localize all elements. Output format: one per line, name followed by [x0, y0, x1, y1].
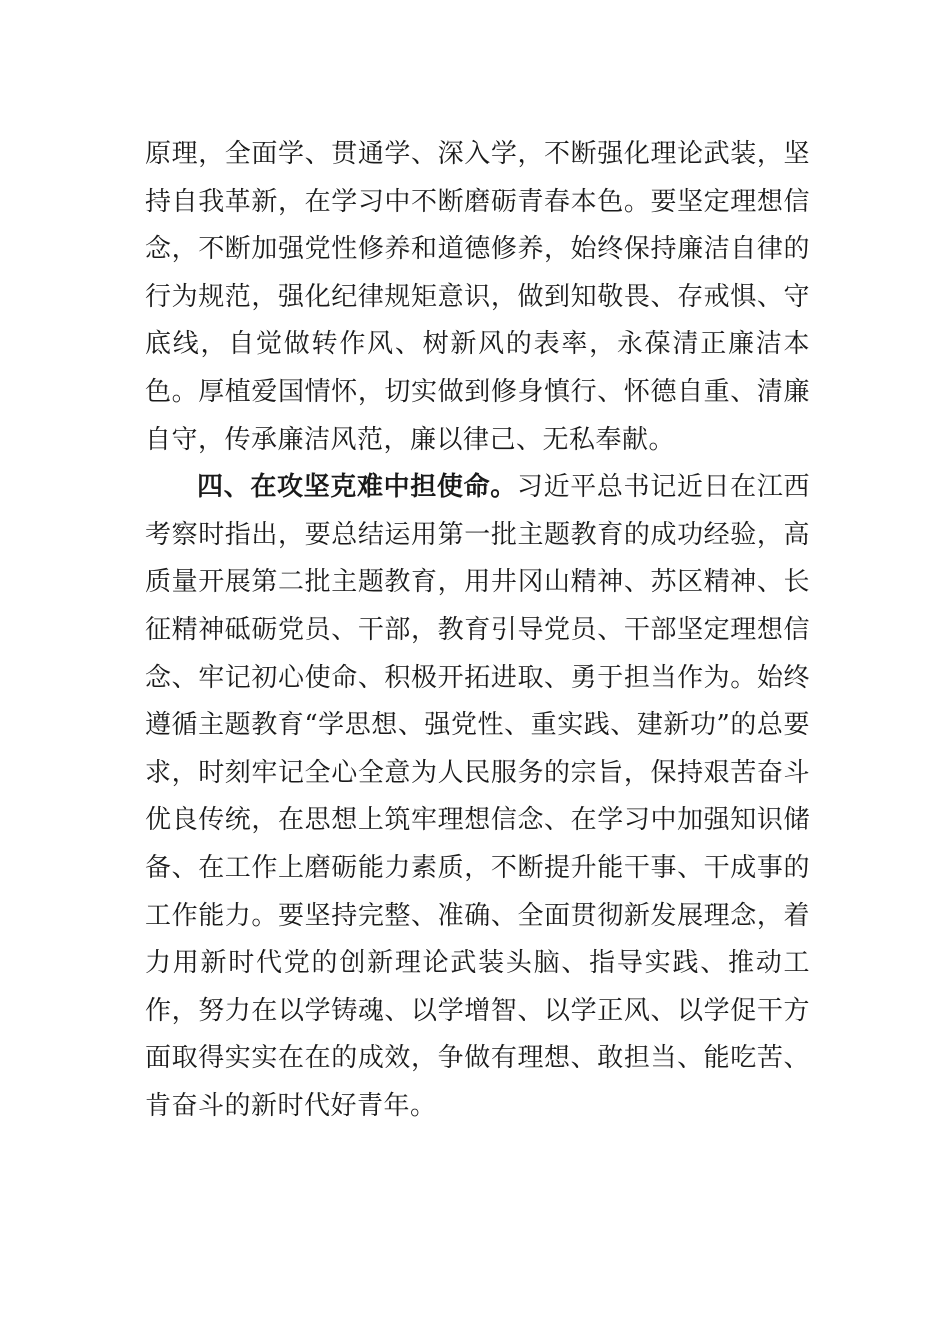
paragraph-continuation	[145, 131, 810, 464]
paragraph-section-four	[145, 464, 810, 1130]
document-page	[145, 131, 810, 1130]
section-heading: 四、在攻坚克难中担使命。	[197, 472, 517, 503]
paragraph-text: 习近平总书记近日在江西考察时指出，要总结运用第一批主题教育的成功经验，高质量开展第二批主题教育，用井冈山精神、苏区精神、长征精神砥砺党员、干部，教育引导党员、干部坚定理想信念、牢记初心使命、积极开拓进取、勇于担当作为。始终遵循主题教育“学思想、强党性、重实践、建新功”的总要求，时刻牢记全心全意为人民服务的宗旨，保持艰苦奋斗优良传统，在思想上筑牢理想信念、在学习中加强知识储备、在工作上磨砺能力素质，不断提升能干事、干成事的工作能力。要坚持完整、准确、全面贯彻新发展理念，着力用新时代党的创新理论武装头脑、指导实践、推动工作，努力在以学铸魂、以学增智、以学正风、以学促干方面取得实实在在的成效，争做有理想、敢担当、能吃苦、肯奋斗的新时代好青年。	[145, 472, 810, 1121]
paragraph-text: 原理，全面学、贯通学、深入学，不断强化理论武装，坚持自我革新，在学习中不断磨砺青春本色。要坚定理想信念，不断加强党性修养和道德修养，始终保持廉洁自律的行为规范，强化纪律规矩意识，做到知敬畏、存戒惧、守底线，自觉做转作风、树新风的表率，永葆清正廉洁本色。厚植爱国情怀，切实做到修身慎行、怀德自重、清廉自守，传承廉洁风范，廉以律己、无私奉献。	[145, 139, 810, 455]
